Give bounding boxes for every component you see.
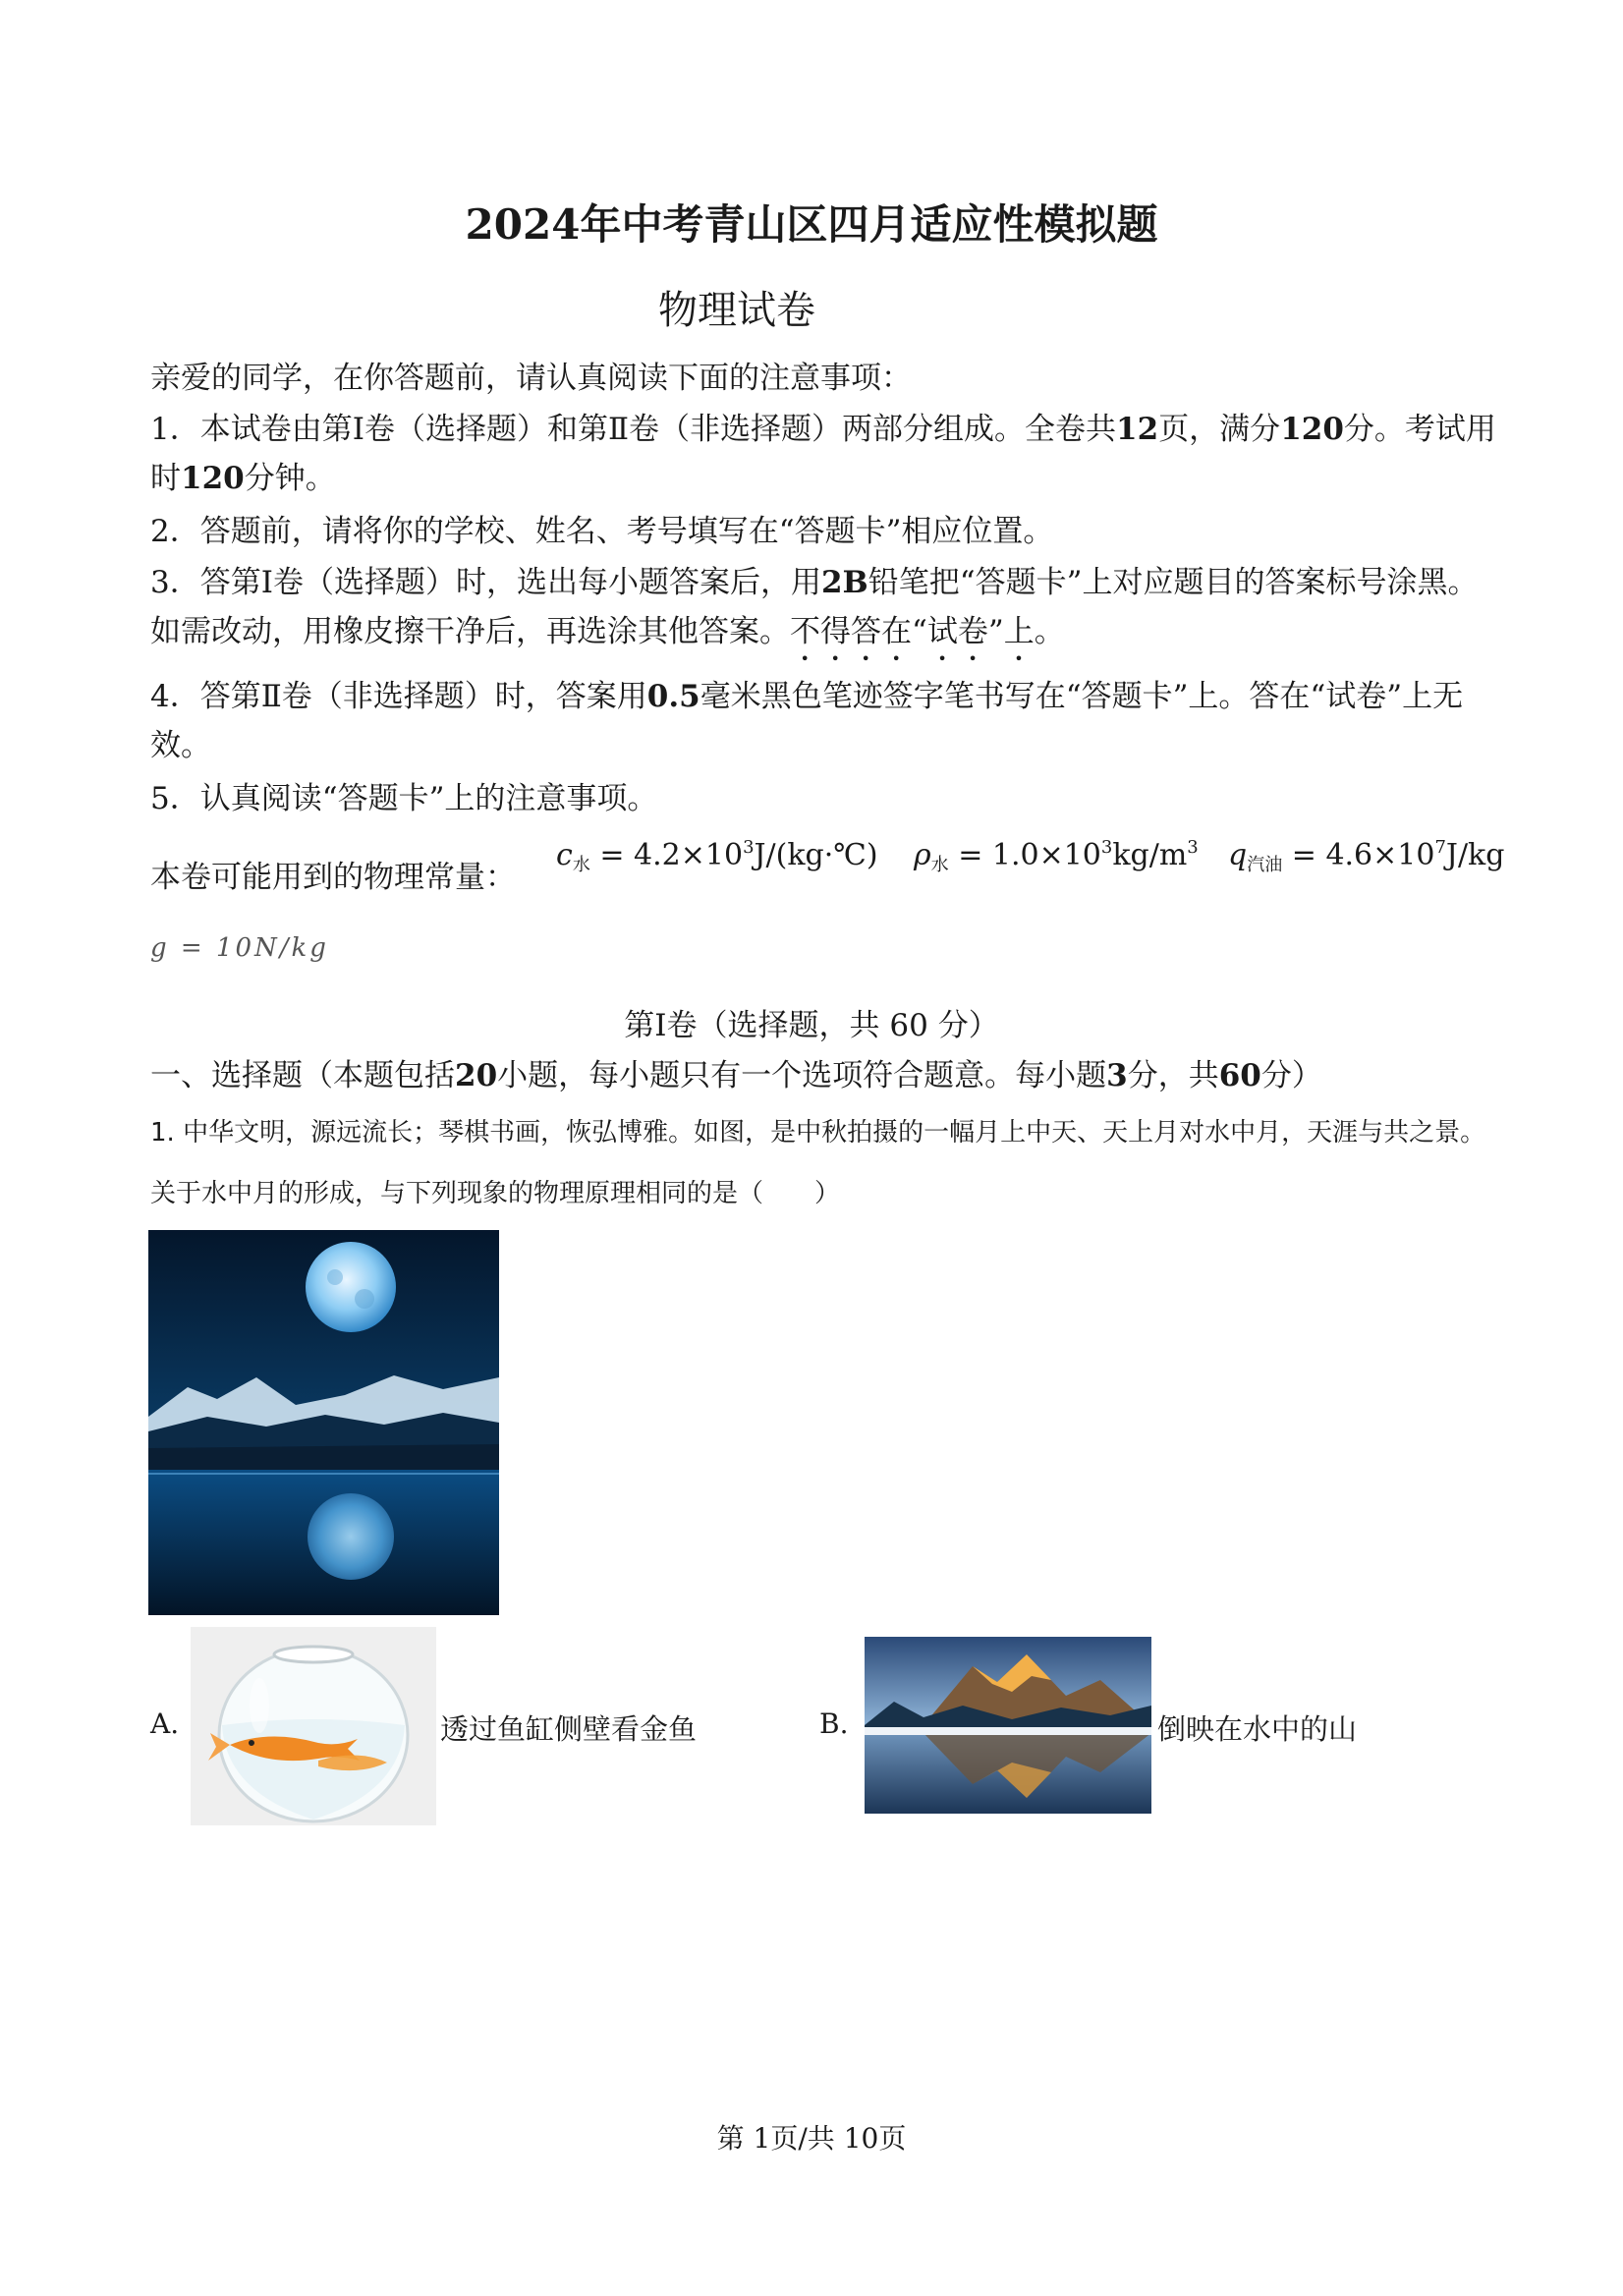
moon-reflection-image xyxy=(148,1230,499,1615)
emphasis-text: 不得答在“试卷”上 xyxy=(790,614,1035,649)
constants-label: 本卷可能用到的物理常量： xyxy=(150,860,516,895)
option-a-text: 透过鱼缸侧壁看金鱼 xyxy=(440,1712,698,1746)
notice-item-4: 4．答第Ⅱ卷（非选择题）时，答案用0.5毫米黑色笔迹签字笔书写在“答题卡”上。答在“试卷”上无效。 xyxy=(150,679,1464,763)
mountain-reflection-image xyxy=(865,1637,1151,1814)
mountain-reflection-illustration xyxy=(865,1637,1151,1814)
formula-specific-heat: $c_水$ = $4.2\times 10^3J/(kg\cdot℃)$ xyxy=(556,837,878,875)
section-instruction: 一、选择题（本题包括20小题，每小题只有一个选项符合题意。每小题3分，共60分） xyxy=(150,1058,1322,1093)
notice-item-1: 1．本试卷由第Ⅰ卷（选择题）和第Ⅱ卷（非选择题）两部分组成。全卷共12页，满分120分。考试用时120分钟。 xyxy=(150,412,1496,496)
exam-title: 2024年中考青山区四月适应性模拟题 xyxy=(465,200,1158,249)
question-1-text: 1. 中华文明，源远流长；琴棋书画，恢弘博雅。如图，是中秋拍摄的一幅月上中天、天上月对水中月，天涯与共之景。关于水中月的形成，与下列现象的物理原理相同的是（ ） xyxy=(150,1118,1486,1208)
option-a-letter: A. xyxy=(150,1708,180,1740)
formula-density: $\rho_水 = 1.0\times 10^3kg/m^3$ xyxy=(914,837,1199,875)
notice-item-2: 2．答题前，请将你的学校、姓名、考号填写在“答题卡”相应位置。 xyxy=(150,514,1054,549)
section-heading: 第Ⅰ卷（选择题，共 60 分） xyxy=(624,1008,999,1043)
exam-subtitle: 物理试卷 xyxy=(658,288,815,333)
page-footer: 第 1页/共 10页 xyxy=(716,2122,907,2155)
formula-heat-value: $q_{汽油} = 4.6\times 10^7J/kg$ xyxy=(1228,837,1505,875)
option-b-letter: B. xyxy=(819,1708,849,1740)
fishbowl-image xyxy=(191,1627,436,1825)
notice-intro: 亲爱的同学，在你答题前，请认真阅读下面的注意事项： xyxy=(150,361,912,396)
notice-item-5: 5．认真阅读“答题卡”上的注意事项。 xyxy=(150,781,658,816)
moon-reflection-illustration xyxy=(148,1230,499,1615)
option-b-text: 倒映在水中的山 xyxy=(1157,1712,1358,1746)
notice-item-3: 3．答第Ⅰ卷（选择题）时，选出每小题答案后，用2B铅笔把“答题卡”上对应题目的答案标号涂黑。如需改动，用橡皮擦干净后，再选涂其他答案。不得答在“试卷”上。 xyxy=(150,565,1479,649)
formula-gravity: g = 10N/kg xyxy=(150,933,329,963)
fishbowl-illustration xyxy=(191,1627,436,1825)
